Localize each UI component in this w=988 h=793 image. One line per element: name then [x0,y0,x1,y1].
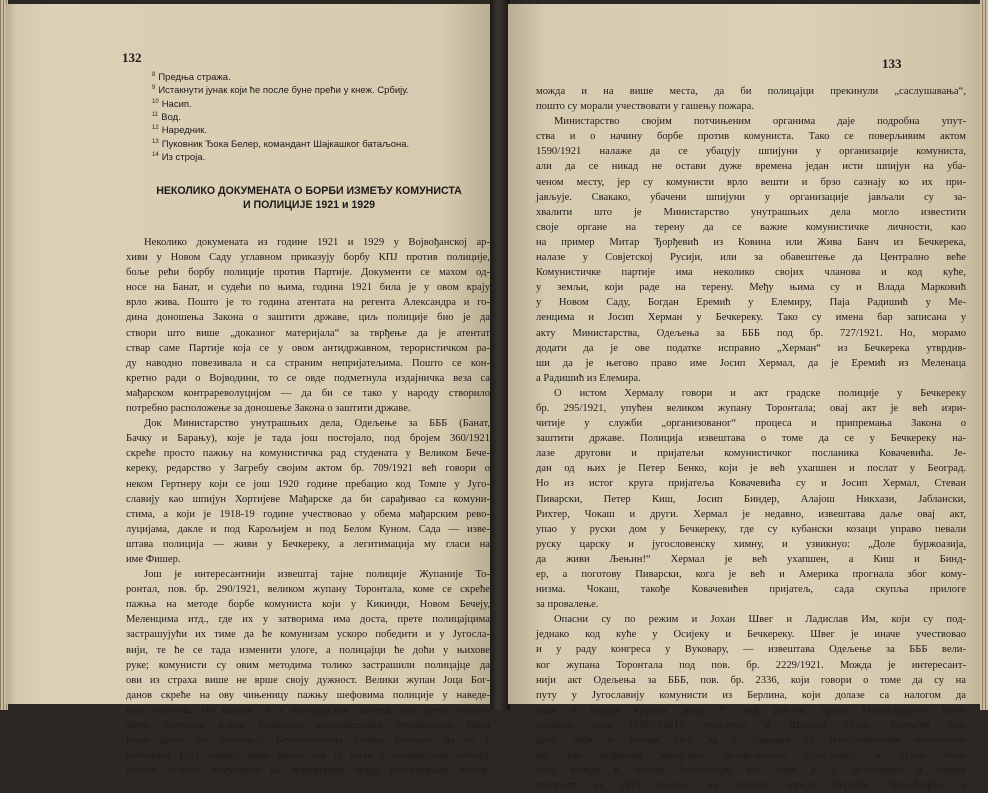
footnote-number: 14 [152,152,159,159]
text-line: Пиварски, Петер Киш, Јосип Биндер, Алајош Никхази, Јаблански, [536,493,966,505]
text-line: Но из истог круга пријатеља Ковачевића су и Јосип Хермал, Стеван [536,478,966,490]
text-line: данов скреће на ову чињеницу пажњу шефовима полиције у наведе- [126,689,490,701]
text-line: путу у Југославију комунисти из Берлина, који долазе са налогом да [536,689,966,701]
text-line: штава полиција — живи у Бечкереку, а легитимација му гласи на [126,538,490,550]
text-line: Рихтер, Чокаш и други. Хермал је недавно, извештава даље овај акт, [536,508,966,520]
text-line: заштити државе. Полиција извештава о томе да се у Бечкереку на- [536,433,966,445]
text-line: кретно ради о Војводини, то се овде подметнула издајничка веза са [126,372,490,384]
text-line: ченом месту, јер су комунисти врло вешти и брзо сазнају ко их при- [536,176,966,188]
text-line: Неколико докумената из године 1921 и 1929 у Војвођанској ар- [144,237,490,248]
left-page [6,4,492,777]
text-line: 1590/1921 налаже да се убацују шпијуни у организације комуниста, [536,146,966,158]
footnote-text: Наредник. [161,125,208,137]
text-line: ер, а поготову Пиварски, кога је већ и Америка прогнала због кому- [536,569,966,580]
text-line: дист, чији је ближи циљ да у сарадњи са југословенским комуниста- [536,735,966,747]
footnote-text: Пуковник Ђока Белер, командант Шајкашког батаљона. [161,138,410,150]
text-line: боље рећи борбу полиције против Партије. Документи се махом од- [126,267,490,279]
footnote-number: 8 [152,72,156,78]
footnote-text: Из строја. [161,152,206,164]
page-number: 132 [122,50,142,65]
text-line: руке; комунисти су овим методима толико застрашили полицајце да [126,659,490,671]
right-page [508,4,982,792]
text-line: Бечкереку 1921 године, једно време док су били у полицијском затвору [126,750,490,762]
text-line: потребно расположење за доношење Закона о заштити државе. [126,403,411,415]
text-line: застрашујући их тиме да ће комунизам ускоро победити и у Југосла- [126,629,490,641]
body-text [536,84,966,793]
text-line: створи што више „доказног материјала“ за тврђење да је атентат [126,327,490,339]
text-line: лазе другови и пријатељи комунистичког посланика Ковачевића. Је- [536,448,966,460]
text-line: Бачку и Барању), које је тада још постојало, под бројем 360/1921 [126,433,490,445]
footnote [152,70,472,83]
text-line: бр. 295/1921, упућен великом жупану Торонтала; овај акт је већ изри- [536,402,966,414]
text-line: име Фишер. [126,553,181,565]
text-line: јављује. Свакако, убачени шпијуни у организације јављали су за- [536,191,966,203]
page-number: 133 [882,56,902,71]
text-line: ма, као мађарски диверзант, дезорганизује Југославију, и путем атен- [536,750,966,762]
footnote-text: Вод. [161,112,181,124]
text-line: ним местима. Не налази се у полицијским актима, али треба забеле- [126,704,490,716]
footnote-number: 9 [152,85,156,92]
text-line: ши да је његово право име Јосип Хермал, да је Еремић из Меленаца [536,357,966,369]
footnote-text: Насип. [161,98,192,110]
text-line: Министарство својим потчињеним органима даје подробна упут- [554,116,966,128]
text-line: жити, причање једног тадашњег комунистичког руководиоца (кога [126,720,490,731]
text-line: нији акт Одељења за БББ, пов. бр. 2336, који говори о томе да су на [536,674,966,686]
text-line: хиви у Новом Саду углавном приказују борбу КПЈ против полиције, [126,252,490,264]
text-line: а Радишић из Елемира. [536,372,641,384]
text-line: дан од њих је Петер Бенко, који је већ ухапшен и послат у Београд. [536,463,966,475]
text-line: читије у служби „организованог“ процеса и припремања Закона о [536,418,966,430]
text-line: стима, а који је 1918-19 године учествовао у обема мађарским рево- [126,508,490,520]
text-line: терорист из 1919 године, из чувеног одреда Черније: Зинг-Хофер, а [536,780,966,792]
footnote-text: Предња стража. [158,72,231,84]
text-line: своје органе на терену да се важне комунистичке личности, као [536,221,966,233]
footnote-number: 12 [152,125,159,132]
text-line: славију као шпијун Хортијеве Мађарске да би сарађивао са комуни- [126,493,490,505]
section-heading [126,184,492,212]
text-line: акту Министарства, Одељења за БББ под бр. 727/1921. Но, морамо [536,327,966,339]
text-line: луцијама, дакле и под Карољијем и под Белом Куном. Сада — изве- [126,523,490,535]
text-line: Док Министарство унутрашњих дела, Одељење за БББ (Банат, [144,418,490,430]
text-line: Комунистичке партије има неколико својих чланова и код куће, [536,267,966,279]
text-line: можда и на више места, да би полицајци прекинули „саслушавања“, [536,86,966,97]
text-line: налазе у Совјетској Русији, или за обавештење да Централно веће [536,252,966,264]
text-line: низма. Чокаш, такође Ковачевићев пријатељ, сада скупља прилоге [536,584,966,596]
footnote-number: 11 [152,112,159,119]
text-line: Још је интересантнији извештај тајне полиције Жупаније То- [144,569,490,581]
footnote [152,110,472,123]
text-line: носе на Банат, и судећи по њима, година 1921 била је у овом крају [126,282,490,294]
text-line: дина доношења Закона о заштити државе, циљ полиције био је да [126,312,490,324]
text-line: ства и о начину борбе против комуниста. Тако се поверљивим актом [536,131,966,143]
footnote [152,137,472,150]
text-line: пошто су морали учествовати у гашењу пожара. [536,101,754,113]
book-gutter [490,0,510,710]
page-edges-right [980,0,988,710]
text-line: хвалити што је Министарство унутрашњих дела могло известити [536,206,966,218]
text-line: вији, те ће се тада изменити улоге, а полицајци ће доћи у њихове [126,644,490,656]
footnote-text: Истакнути јунак који ће после буне прећи у кнеж. Србију. [158,85,409,97]
text-line: додати да је ове податке исправио „Херман“ из Бечкерека утврдив- [536,342,966,354]
text-line: ронтал, пов. бр. 290/1921, великом жупану Торонтала, коме се скреће [126,584,490,596]
text-line: баце у ваздух краљев двор. У овој работи, према Министарству унут- [536,704,966,716]
footnote-number: 10 [152,98,159,105]
text-line: једнако код куће у Осијеку и Бечкереку. Швег је иначе учествовао [536,629,966,641]
text-line: Меленцима итд., где их у затворима има доста, прете полицајцима [126,614,490,626]
text-line: и у раду конгреса у Вуковару, — извештава Одељење за БББ вели- [536,644,966,656]
footnotes [152,70,472,164]
text-line: кереку, редарство у Загребу својим актом бр. 709/1921 већ говори о [126,463,490,475]
footnote [152,97,472,110]
text-line: да живи Љењин!“ Хермал је већ ухапшен, а Киш и Бинд- [536,553,966,565]
footnote [152,150,472,163]
text-line: О истом Хермалу говори и акт градске полиције у Бечкереку [554,387,966,399]
section-heading-line-1: НЕКОЛИКО ДОКУМЕНАТА О БОРБИ ИЗМЕЂУ КОМУНИСТА [156,185,462,197]
footnote [152,83,472,96]
text-line: скреће просто пажњу на комунистичка рад студената у Великом Бече- [126,448,490,460]
text-line: ови из страха више не врше своју дужност. Велики жупан Јоца Бог- [126,674,490,686]
text-line: упао у руски дом у Бечкереку, где су кубански козаци управо певали [536,523,966,535]
text-line: пажња на методе борбе комуниста који у Кикинди, Новом Бечеју, [126,599,490,611]
text-line: ствар саме Партије која се у овом антидржавном, терористичком ра- [126,342,490,354]
text-line: руску царску и југословенску химну, и узвикнуо: „Доле буржоазија, [536,538,966,550]
text-line: ду наводно повезивала и са страним непријатељима. Пошто се кон- [126,357,490,369]
text-line: на пример Митар Ђорђевић из Ковина или Жива Банч из Бечкерека, [536,236,966,248]
text-line: стално тучени, комунисти на периферији града инсценирали пожар, [126,765,490,777]
text-line: ког жупана Торонтала под пов. бр. 2229/1921. Можда је интересант- [536,659,966,671]
text-line: за провалење. [536,599,599,611]
footnote [152,123,472,136]
text-line: али да се никад не остави дуже времена један исти шпијун на уба- [536,161,966,173]
text-line: у земљи, који раде на терену. Међу њима су и Влада Марковић [536,282,966,294]
text-line: мађарском контрареволуцијом — да би се тако у народу створило [126,387,490,399]
text-line: тата, можда и против Александра. Но, овде је у Југославији и бивши [536,765,966,777]
text-line: један други акт спомиње), Бечкеречанина Јосипа Хермала, да су у [126,735,490,747]
text-line: врло жива. Пошто је то година атентата на регента Александра и го- [126,297,490,309]
text-line: Опасни су по режим и Јохан Швег и Ладислав Им, који су под- [554,614,966,626]
body-text [126,235,490,778]
section-heading-line-2: И ПОЛИЦИЈЕ 1921 и 1929 [243,199,375,211]
text-line: у Новом Саду, Богдан Еремић у Елемиру, Паја Радишић у Ме- [536,297,966,309]
text-line: неком Гертнеру који се још 1920 године пребацио код Томпе у Југо- [126,478,490,490]
text-line: рашњих дела (2607/1921), учествује и Шандор Олах, Хортијев гар- [536,719,966,731]
text-line: ленцима и Јосип Херман у Бечкереку. Тако су имена бар записана у [536,312,966,324]
footnote-number: 13 [152,138,159,145]
